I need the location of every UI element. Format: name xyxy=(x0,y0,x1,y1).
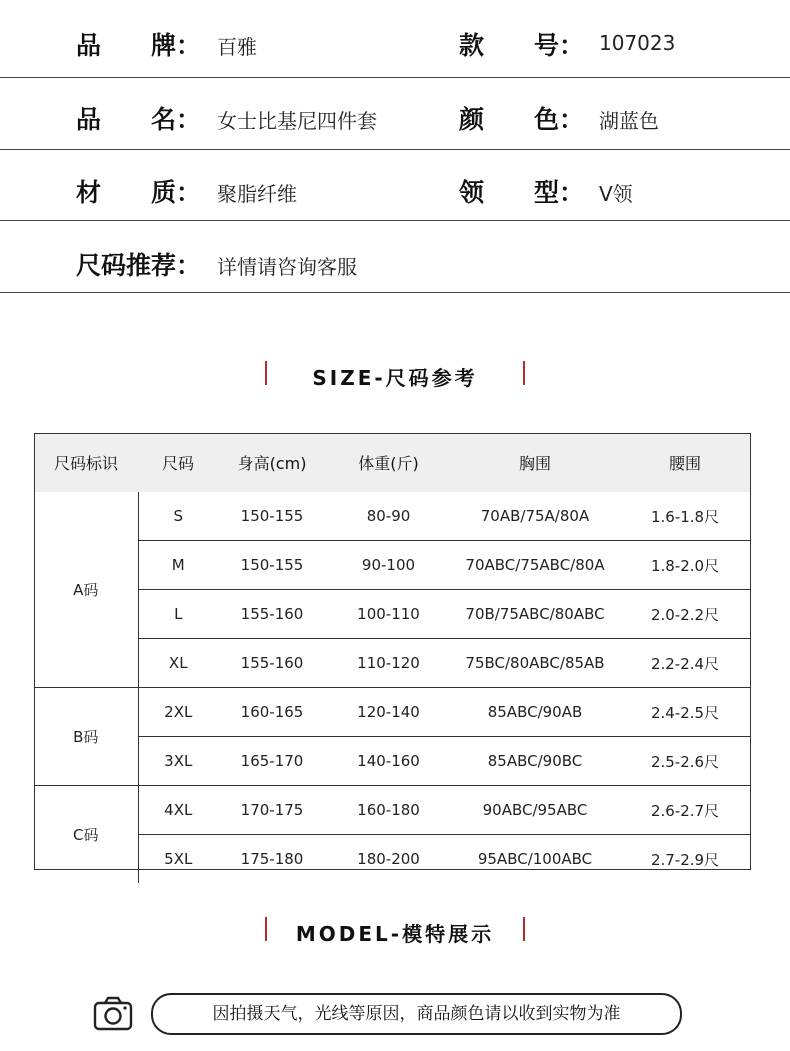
table-row xyxy=(34,688,751,737)
header-weight: 体重(斤) xyxy=(326,433,451,492)
header-size-mark: 尺码标识 xyxy=(34,433,138,492)
cell-weight: 160-180 xyxy=(326,786,451,835)
material-value: 聚脂纤维 xyxy=(217,182,297,206)
table-row xyxy=(34,737,751,786)
size-section-title: SIZE-尺码参考 xyxy=(312,366,478,390)
header-height: 身高(cm) xyxy=(218,433,326,492)
cell-height: 155-160 xyxy=(218,639,326,688)
cell-size: S xyxy=(138,492,218,541)
size-recommend-label: 尺码推荐： xyxy=(76,251,202,280)
cell-waist: 1.8-2.0尺 xyxy=(619,541,751,590)
size-title-right-bar xyxy=(523,361,525,385)
cell-height: 160-165 xyxy=(218,688,326,737)
size-table xyxy=(34,433,751,883)
cell-bust: 75BC/80ABC/85AB xyxy=(451,639,619,688)
cell-size: L xyxy=(138,590,218,639)
cell-waist: 2.0-2.2尺 xyxy=(619,590,751,639)
collar-label: 领 型： xyxy=(459,178,585,207)
cell-height: 175-180 xyxy=(240,850,304,868)
info-row-brand xyxy=(0,0,790,78)
cell-weight: 140-160 xyxy=(326,737,451,786)
cell-bust: 70ABC/75ABC/80A xyxy=(451,541,619,590)
group-label-c: C码 xyxy=(34,786,138,884)
group-label-a: A码 xyxy=(34,492,138,688)
cell-height: 150-155 xyxy=(218,492,326,541)
table-row xyxy=(34,639,751,688)
style-no-label: 款 号： xyxy=(459,31,585,60)
cell-waist: 1.6-1.8尺 xyxy=(619,492,751,541)
cell-bust: 85ABC/90AB xyxy=(451,688,619,737)
cell-weight: 90-100 xyxy=(326,541,451,590)
color-disclaimer-notice: 因拍摄天气，光线等原因，商品颜色请以收到实物为准 xyxy=(151,993,682,1035)
header-bust: 胸围 xyxy=(451,433,619,492)
cell-height: 150-155 xyxy=(218,541,326,590)
name-value: 女士比基尼四件套 xyxy=(217,109,377,133)
color-label: 颜 色： xyxy=(459,105,585,134)
table-row xyxy=(34,541,751,590)
brand-value: 百雅 xyxy=(217,35,257,59)
info-row-size-recommend xyxy=(0,221,790,293)
cell-weight: 120-140 xyxy=(326,688,451,737)
cell-size: M xyxy=(138,541,218,590)
cell-waist: 2.5-2.6尺 xyxy=(619,737,751,786)
info-row-material xyxy=(0,150,790,221)
cell-weight: 180-200 xyxy=(357,850,420,868)
cell-bust: 90ABC/95ABC xyxy=(451,786,619,835)
table-row xyxy=(34,786,751,835)
cell-size: 3XL xyxy=(138,737,218,786)
cell-weight: 110-120 xyxy=(326,639,451,688)
cell-weight: 80-90 xyxy=(326,492,451,541)
header-size: 尺码 xyxy=(138,433,218,492)
cell-bust: 85ABC/90BC xyxy=(451,737,619,786)
cell-size: XL xyxy=(138,639,218,688)
cell-waist: 2.4-2.5尺 xyxy=(619,688,751,737)
camera-icon xyxy=(93,995,133,1031)
table-header-row xyxy=(34,433,751,492)
size-recommend-value: 详情请咨询客服 xyxy=(217,255,357,279)
cell-bust: 70B/75ABC/80ABC xyxy=(451,590,619,639)
cell-height: 155-160 xyxy=(218,590,326,639)
model-title-right-bar xyxy=(523,917,525,941)
cell-weight: 100-110 xyxy=(326,590,451,639)
group-label-b: B码 xyxy=(34,688,138,786)
cell-size: 2XL xyxy=(138,688,218,737)
cell-height: 170-175 xyxy=(218,786,326,835)
color-value: 湖蓝色 xyxy=(599,109,659,133)
cell-waist: 2.7-2.9尺 xyxy=(650,850,720,869)
material-label: 材 质： xyxy=(76,178,202,207)
header-waist: 腰围 xyxy=(619,433,751,492)
name-label: 品 名： xyxy=(76,105,202,134)
style-no-value: 107023 xyxy=(599,31,676,55)
info-row-name xyxy=(0,78,790,150)
cell-waist: 2.6-2.7尺 xyxy=(619,786,751,835)
brand-label: 品 牌： xyxy=(76,31,202,60)
cell-size: 4XL xyxy=(138,786,218,835)
cell-bust: 70AB/75A/80A xyxy=(451,492,619,541)
table-row xyxy=(34,590,751,639)
cell-size: 5XL xyxy=(164,850,193,868)
table-row xyxy=(34,492,751,541)
model-section-title: MODEL-模特展示 xyxy=(295,922,495,946)
cell-waist: 2.2-2.4尺 xyxy=(619,639,751,688)
table-row xyxy=(34,835,751,884)
cell-height: 165-170 xyxy=(218,737,326,786)
collar-value: V领 xyxy=(599,182,633,206)
cell-bust: 95ABC/100ABC xyxy=(477,850,593,868)
